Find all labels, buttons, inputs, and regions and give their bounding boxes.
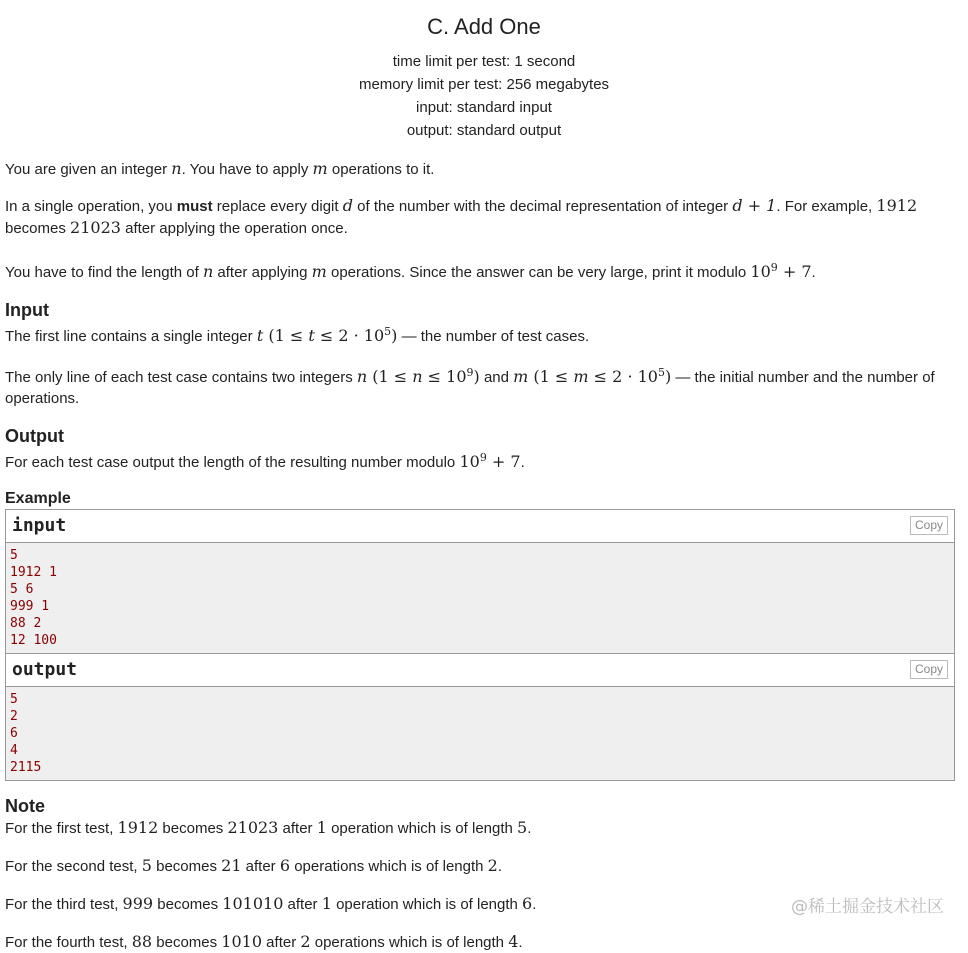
watermark: @稀土掘金技术社区 <box>791 897 944 917</box>
copy-input-button[interactable]: Copy <box>910 516 948 535</box>
example-input-line: 1912 1 <box>10 565 57 580</box>
problem-header <box>5 0 963 142</box>
example-input-line: 88 2 <box>10 616 42 631</box>
example-output-line: 4 <box>10 743 18 758</box>
example-output-line: 2 <box>10 709 18 724</box>
note-item: For the second test, 5 becomes 21 after 6 operations which is of length 2. <box>5 856 503 875</box>
time-limit: time limit per test: 1 second <box>392 53 576 70</box>
example-input-label: input <box>12 515 67 536</box>
note-item: For the first test, 1912 becomes 21023 after 1 operation which is of length 5. <box>5 818 532 837</box>
memory-limit: memory limit per test: 256 megabytes <box>358 76 610 93</box>
output-section-title: Output <box>5 426 64 446</box>
input-section <box>5 299 963 409</box>
statement <box>5 158 963 283</box>
example-input-box <box>5 509 955 654</box>
example-input-body[interactable] <box>6 543 954 653</box>
output-paragraph-1: For each test case output the length of the resulting number modulo $10^9 + 7$. <box>5 451 525 471</box>
output-spec: output: standard output <box>406 122 562 139</box>
input-section-title: Input <box>5 300 49 320</box>
input-paragraph-2: The only line of each test case contains two integers n $(1 \le n \le 10^9)$ and m $(1 \le m \le 2 \cdot 10^5)$ — the initial number and the number of operations. <box>5 366 935 407</box>
example-output-box <box>5 654 955 781</box>
example-section <box>5 489 963 781</box>
example-output-label: output <box>12 659 78 680</box>
example-output-line: 6 <box>10 726 18 741</box>
example-input-line: 5 6 <box>10 582 34 597</box>
copy-output-button[interactable]: Copy <box>910 660 948 679</box>
note-section <box>5 795 963 953</box>
note-item: For the fourth test, 88 becomes 1010 after 2 operations which is of length 4. <box>5 932 523 951</box>
example-input-line: 12 100 <box>10 633 57 648</box>
note-item: For the third test, 999 becomes 101010 after 1 operation which is of length 6. <box>5 894 537 913</box>
output-section <box>5 425 963 473</box>
example-output-header <box>6 654 954 687</box>
example-output-line: 2115 <box>10 760 42 775</box>
statement-paragraph-3: You have to find the length of n after applying m operations. Since the answer can be very large, print it modulo $10^9 + 7$. <box>5 261 816 281</box>
statement-paragraph-1: You are given an integer n. You have to apply m operations to it. <box>5 159 435 178</box>
example-title: Example <box>5 490 71 507</box>
example-input-header <box>6 510 954 543</box>
note-title: Note <box>5 796 45 816</box>
input-spec: input: standard input <box>416 99 552 116</box>
example-output-line: 5 <box>10 692 18 707</box>
example-input-line: 5 <box>10 548 18 563</box>
problem-title: C. Add One <box>427 14 541 39</box>
input-paragraph-1: The first line contains a single integer t $(1 \le t \le 2 \cdot 10^5)$ — the number of test cases. <box>5 325 590 345</box>
statement-paragraph-2: In a single operation, you must replace every digit d of the number with the decimal representation of integer d + 1. For example, 1912 becomes 21023 after applying the operation once. <box>5 196 918 237</box>
example-input-line: 999 1 <box>10 599 50 614</box>
example-output-body[interactable] <box>6 687 954 780</box>
